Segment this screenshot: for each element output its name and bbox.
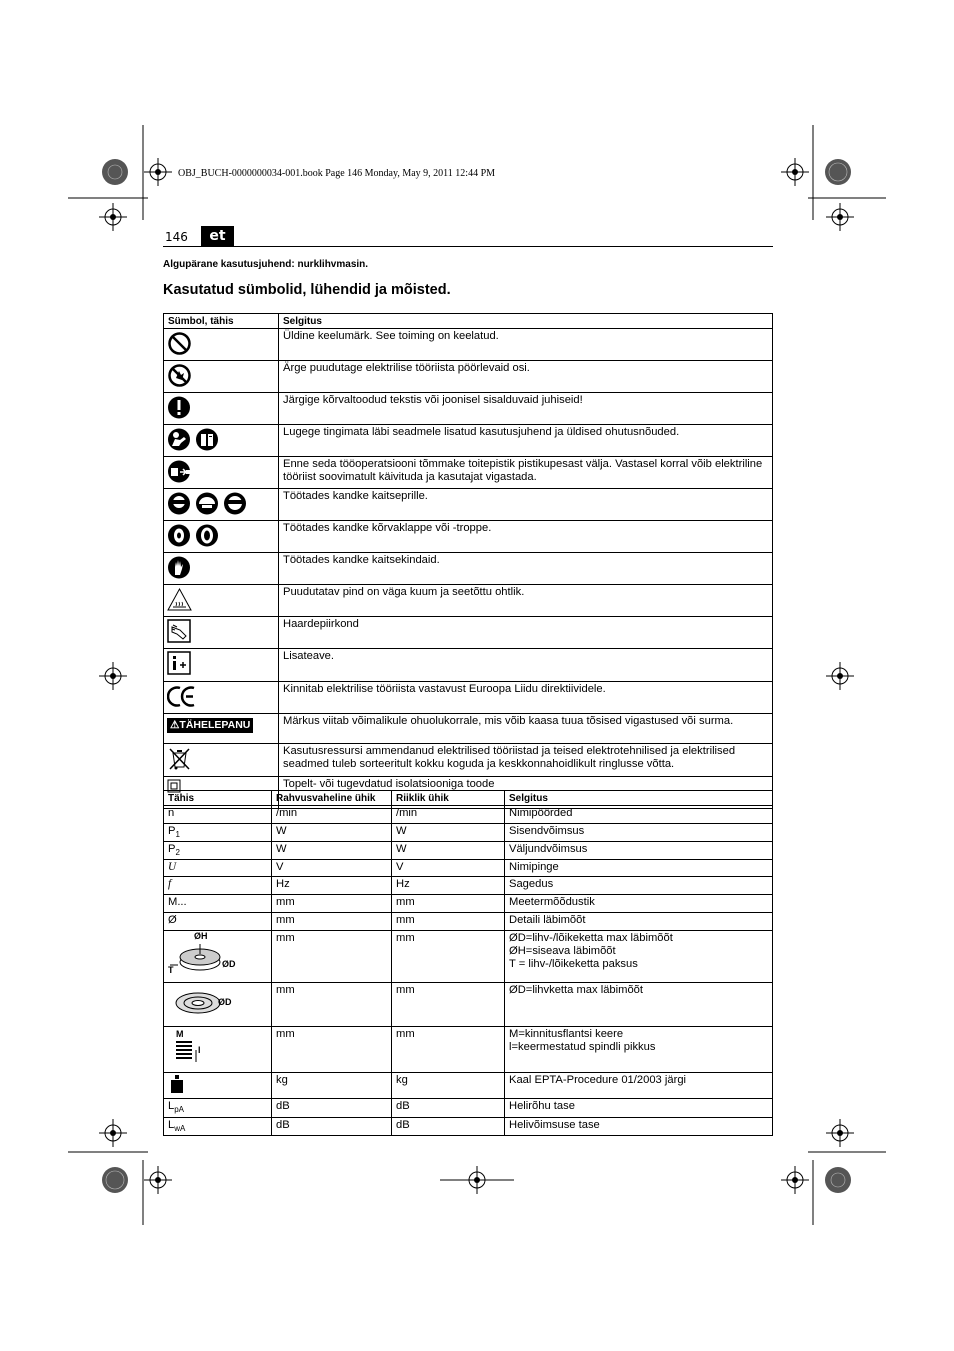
international-unit-cell: /min <box>272 806 392 824</box>
national-unit-cell: dB <box>392 1117 505 1135</box>
national-unit-cell: Hz <box>392 877 505 895</box>
icon-label: ØD <box>218 997 232 1008</box>
description-cell: Nimipinge <box>505 860 773 877</box>
unit-symbol: Ø <box>168 914 177 927</box>
table-row <box>164 553 773 585</box>
symbol-cell <box>164 1099 272 1117</box>
mandatory-exclamation-icon <box>167 395 192 424</box>
column-header: Selgitus <box>279 314 773 329</box>
table-row <box>164 489 773 521</box>
column-header: Selgitus <box>505 791 773 806</box>
units-table-header <box>164 791 773 806</box>
table-row <box>164 714 773 744</box>
unit-symbol: L <box>168 1100 175 1113</box>
hot-surface-icon <box>167 587 192 616</box>
description-cell: Kinnitab elektrilise tööriista vastavust Euroopa Liidu direktiividele. <box>279 682 773 714</box>
unplug-icon <box>167 459 195 488</box>
symbol-cell <box>164 714 279 744</box>
description-cell: Puudutatav pind on väga kuum ja seetõttu ohtlik. <box>279 585 773 617</box>
symbol-cell <box>164 585 279 617</box>
earmuff-icon <box>195 523 220 552</box>
description-cell <box>505 983 773 1027</box>
description-line: M=kinnitusflantsi keere <box>509 1028 624 1041</box>
earplug-icon <box>167 523 192 552</box>
national-unit-cell: V <box>392 860 505 877</box>
international-unit-cell: mm <box>272 1027 392 1073</box>
international-unit-cell: dB <box>272 1099 392 1117</box>
face-goggles-icon <box>223 491 248 520</box>
column-header: Sümbol, tähis <box>164 314 279 329</box>
unit-symbol: L <box>168 1118 175 1131</box>
symbol-cell <box>164 457 279 489</box>
language-tab: et <box>201 226 234 246</box>
description-cell: Üldine keelumärk. See toiming on keelatud. <box>279 329 773 361</box>
symbol-cell <box>164 649 279 682</box>
description-cell: Töötades kandke kaitseprille. <box>279 489 773 521</box>
description-cell: Haardepiirkond <box>279 617 773 649</box>
table-row <box>164 913 773 931</box>
symbol-cell <box>164 1117 272 1135</box>
table-row <box>164 521 773 553</box>
description-cell: Helivõimsuse tase <box>505 1117 773 1135</box>
national-unit-cell: W <box>392 842 505 860</box>
description-cell: Meetermõõdustik <box>505 895 773 913</box>
symbols-table-header <box>164 314 773 329</box>
national-unit-cell: dB <box>392 1099 505 1117</box>
hard-hat-icon <box>195 491 220 520</box>
national-unit-cell: mm <box>392 931 505 983</box>
units-table <box>163 790 773 1136</box>
international-unit-cell: Hz <box>272 877 392 895</box>
icon-label: l <box>198 1045 201 1056</box>
unit-symbol-subscript: 1 <box>175 830 180 840</box>
info-icon <box>167 651 192 680</box>
ce-mark-icon <box>167 684 197 713</box>
table-row <box>164 895 773 913</box>
icon-label: T <box>168 965 174 976</box>
column-header: Tähis <box>164 791 272 806</box>
description-cell: Järgige kõrvaltoodud tekstis või joonisel sisalduvaid juhiseid! <box>279 393 773 425</box>
unit-symbol: M... <box>168 896 187 909</box>
symbol-cell <box>164 895 272 913</box>
book-info-line: OBJ_BUCH-0000000034-001.book Page 146 Monday, May 9, 2011 12:44 PM <box>178 168 496 179</box>
international-unit-cell: V <box>272 860 392 877</box>
unit-symbol-subscript: 2 <box>175 848 180 858</box>
description-line: ØD=lihvketta max läbimõõt <box>509 984 643 997</box>
description-cell: Sisendvõimsus <box>505 824 773 842</box>
table-row <box>164 457 773 489</box>
description-line: ØD=lihv-/lõikeketta max läbimõõt <box>509 932 673 945</box>
unit-symbol: f <box>168 878 172 891</box>
symbol-cell <box>164 877 272 895</box>
grip-area-icon <box>167 619 192 648</box>
disc-dimensions-icon <box>168 932 238 982</box>
table-row <box>164 1073 773 1099</box>
table-row <box>164 1027 773 1073</box>
description-cell: Töötades kandke kõrvaklappe või -troppe. <box>279 521 773 553</box>
safety-goggles-icon <box>167 491 192 520</box>
table-row <box>164 1099 773 1117</box>
symbol-cell <box>164 425 279 457</box>
column-header: Rahvusvaheline ühik <box>272 791 392 806</box>
international-unit-cell: dB <box>272 1117 392 1135</box>
unit-symbol-subscript: wA <box>174 1123 186 1133</box>
description-line: T = lihv-/lõikeketta paksus <box>509 958 638 971</box>
symbol-cell <box>164 329 279 361</box>
international-unit-cell: kg <box>272 1073 392 1099</box>
icon-label: ØH <box>194 931 208 942</box>
symbol-cell <box>164 806 272 824</box>
symbol-cell <box>164 824 272 842</box>
symbol-cell <box>164 393 279 425</box>
table-row <box>164 361 773 393</box>
table-row <box>164 617 773 649</box>
header-rule <box>163 246 773 247</box>
table-row <box>164 585 773 617</box>
table-row <box>164 1117 773 1135</box>
no-touch-rotating-parts-icon <box>167 363 192 392</box>
icon-label: M <box>176 1029 184 1040</box>
international-unit-cell: mm <box>272 913 392 931</box>
gloves-icon <box>167 555 192 584</box>
symbol-cell <box>164 1027 272 1073</box>
table-row <box>164 842 773 860</box>
unit-symbol: n <box>168 807 175 819</box>
table-row <box>164 931 773 983</box>
warning-triangle-icon: ⚠ <box>170 719 180 731</box>
description-line: l=keermestatud spindli pikkus <box>509 1041 656 1054</box>
table-row <box>164 860 773 877</box>
table-row <box>164 744 773 777</box>
symbol-cell <box>164 521 279 553</box>
description-cell: Lisateave. <box>279 649 773 682</box>
national-unit-cell: mm <box>392 983 505 1027</box>
national-unit-cell: mm <box>392 895 505 913</box>
table-row <box>164 806 773 824</box>
table-row <box>164 329 773 361</box>
symbol-cell <box>164 913 272 931</box>
table-row <box>164 393 773 425</box>
description-cell: Helirõhu tase <box>505 1099 773 1117</box>
description-cell: Topelt- või tugevdatud isolatsiooniga toode <box>279 777 773 809</box>
unit-symbol: P <box>168 825 176 837</box>
section-heading: Kasutatud sümbolid, lühendid ja mõisted. <box>163 282 451 298</box>
table-row <box>164 425 773 457</box>
symbol-cell <box>164 842 272 860</box>
warning-badge-icon <box>167 718 253 733</box>
international-unit-cell: mm <box>272 983 392 1027</box>
description-cell: Lugege tingimata läbi seadmele lisatud kasutusjuhend ja üldised ohutusnõuded. <box>279 425 773 457</box>
national-unit-cell: W <box>392 824 505 842</box>
symbol-cell <box>164 1073 272 1099</box>
description-cell: Sagedus <box>505 877 773 895</box>
unit-symbol: P <box>168 843 176 856</box>
document-subtitle: Algupärane kasutusjuhend: nurklihvmasin. <box>163 259 369 270</box>
column-header: Riiklik ühik <box>392 791 505 806</box>
national-unit-cell: kg <box>392 1073 505 1099</box>
description-cell: Töötades kandke kaitsekindaid. <box>279 553 773 585</box>
description-cell: Detaili läbimõõt <box>505 913 773 931</box>
symbols-table <box>163 313 773 809</box>
symbol-cell <box>164 489 279 521</box>
symbol-cell <box>164 553 279 585</box>
international-unit-cell: W <box>272 824 392 842</box>
description-cell: Nimipöörded <box>505 806 773 824</box>
warning-badge-label: TÄHELEPANU <box>179 719 251 731</box>
symbol-cell <box>164 617 279 649</box>
description-cell: Väljundvõimsus <box>505 842 773 860</box>
unit-symbol-subscript: pA <box>174 1105 185 1115</box>
international-unit-cell: mm <box>272 931 392 983</box>
international-unit-cell: mm <box>272 895 392 913</box>
unit-symbol: U <box>168 861 177 874</box>
icon-label: ØD <box>222 959 236 970</box>
weight-icon <box>168 1074 186 1098</box>
description-cell <box>505 931 773 983</box>
sanding-disc-icon <box>168 984 238 1026</box>
symbol-cell <box>164 361 279 393</box>
national-unit-cell: /min <box>392 806 505 824</box>
description-cell: Kaal EPTA-Procedure 01/2003 järgi <box>505 1073 773 1099</box>
description-cell: Enne seda tööoperatsiooni tõmmake toitepistik pistikupesast välja. Vastasel korral võib elektriline tööriist soovimatult käivituda ja kasutajat vigastada. <box>279 457 773 489</box>
weee-bin-icon <box>167 746 192 775</box>
read-manual-person-icon <box>167 427 192 456</box>
national-unit-cell: mm <box>392 913 505 931</box>
symbol-cell <box>164 860 272 877</box>
symbol-cell <box>164 983 272 1027</box>
description-cell: Märkus viitab võimalikule ohuolukorrale, mis võib kaasa tuua tõsised vigastused või surma. <box>279 714 773 744</box>
symbol-cell <box>164 744 279 777</box>
page-number: 146 <box>165 230 188 244</box>
symbol-cell <box>164 931 272 983</box>
table-row <box>164 983 773 1027</box>
national-unit-cell: mm <box>392 1027 505 1073</box>
symbol-cell <box>164 682 279 714</box>
spindle-thread-icon <box>168 1028 208 1072</box>
description-cell: Kasutusressursi ammendanud elektrilised tööriistad ja teised elektrotehnilised ja elektrilised seadmed tuleb sorteeritult kokku koguda ja keskkonnahoidlikult ringlusse võtta. <box>279 744 773 777</box>
table-row <box>164 649 773 682</box>
prohibition-icon <box>167 331 192 360</box>
table-row <box>164 682 773 714</box>
table-row <box>164 824 773 842</box>
description-line: ØH=siseava läbimõõt <box>509 945 616 958</box>
international-unit-cell: W <box>272 842 392 860</box>
description-cell: Ärge puudutage elektrilise tööriista pöörlevaid osi. <box>279 361 773 393</box>
table-row <box>164 877 773 895</box>
description-cell <box>505 1027 773 1073</box>
read-manual-book-icon <box>195 427 220 456</box>
